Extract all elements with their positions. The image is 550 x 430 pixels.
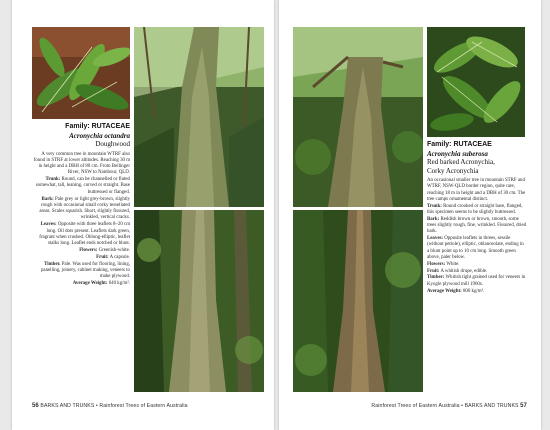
entry-fruit: Fruit: A capsule. (96, 254, 130, 260)
left-page-footer (32, 403, 188, 409)
family-heading: Family: RUTACEAE (65, 123, 130, 130)
right-page-footer (371, 403, 527, 409)
entry-trunk: Trunk: Round, can be channelled or fluted somewhat, tall, leaning, curved or straight. Base buttressed or flanged. (35, 177, 130, 195)
page-number: 57 (520, 403, 527, 409)
leaf-photo-doughwood (32, 27, 130, 119)
common-name: Doughwood (95, 140, 130, 148)
scientific-name: Acronychia octandra (69, 131, 130, 140)
entry-average-weight: Average Weight: 800 kg/m³. (427, 288, 485, 294)
trunk-photo-corky-lower (293, 210, 423, 392)
trunk-photo-corky-upper (293, 27, 423, 207)
entry-bark: Bark: Pale grey or light grey-brown, slightly rough with occasional small corky tessellated areas. Scales squarish. Short, slightly fissured, wrinkled, vertical cracks. (39, 196, 130, 221)
entry-leaves: Leaves: Opposite with three leaflets 8–20 cm long. Oil dots present. Leaflets dark green, fragrant when crushed. Oblong-elliptic, leaflet stalks long. Leaflet ends notched or blunt. (39, 222, 130, 247)
entry-leaves: Leaves: Opposite leaflets in threes, sessile (without petiole), elliptic, oblanceolate, ending in a blunt point up to 10 cm long. Smooth green above, paler below. (427, 236, 524, 261)
entry-trunk: Trunk: Round crooked or straight base, flanged, this specimen seems to be slightly buttressed. (427, 203, 523, 215)
family-heading: Family: RUTACEAE (427, 141, 492, 148)
running-footer-text: Rainforest Trees of Eastern Australia • BARKS AND TRUNKS (371, 403, 519, 409)
species-description-doughwood (32, 123, 130, 288)
entry-flowers: Flowers: Greenish-white. (79, 247, 130, 253)
species-description-corky (427, 141, 527, 295)
right-page (279, 0, 541, 430)
page-number: 56 (32, 403, 39, 409)
common-name-line-1: Red barked Acronychia, (427, 158, 495, 166)
intro-paragraph: An occasional smaller tree in mountain STRF and WTRF, NSW-QLD border region, quite rare, reaching 18 m in height and a DBH of 30 cm. The tree camps ornamental distinct. (427, 178, 526, 202)
scientific-name: Acronychia suberosa (427, 149, 488, 158)
entry-flowers: Flowers: White. (427, 261, 460, 267)
entry-fruit: Fruit: A whitish drupe, edible. (427, 268, 488, 274)
running-footer-text: BARKS AND TRUNKS • Rainforest Trees of Eastern Australia (40, 403, 188, 409)
leaf-photo-corky (427, 27, 525, 137)
entry-timber: Timber. Pale. Was used for flooring, lining, panelling, joinery, cabinet making, veneers to make plywood. (40, 261, 130, 280)
intro-paragraph: A very common tree in mountain WTRF also found in STRF at lower altitudes. Reaching 30 m in height and a DBH of 80 cm. From Bellinger River, NSW to Nambour, QLD. (33, 151, 130, 176)
left-page (12, 0, 274, 430)
trunk-photo-doughwood-lower (134, 210, 264, 392)
trunk-photo-doughwood-upper (134, 27, 264, 207)
entry-timber: Timber: Whitish tight grained used for veneers in Kyogle plywood mill 1960s. (427, 275, 526, 287)
entry-bark: Bark: Reddish brown or brown, smooth, some trees slightly rough, fine, wrinkled. Fissured, dried bark. (427, 216, 527, 235)
common-name-line-2: Corky Acronychia (427, 166, 479, 175)
entry-average-weight: Average Weight: 640 kg/m³. (72, 280, 130, 286)
